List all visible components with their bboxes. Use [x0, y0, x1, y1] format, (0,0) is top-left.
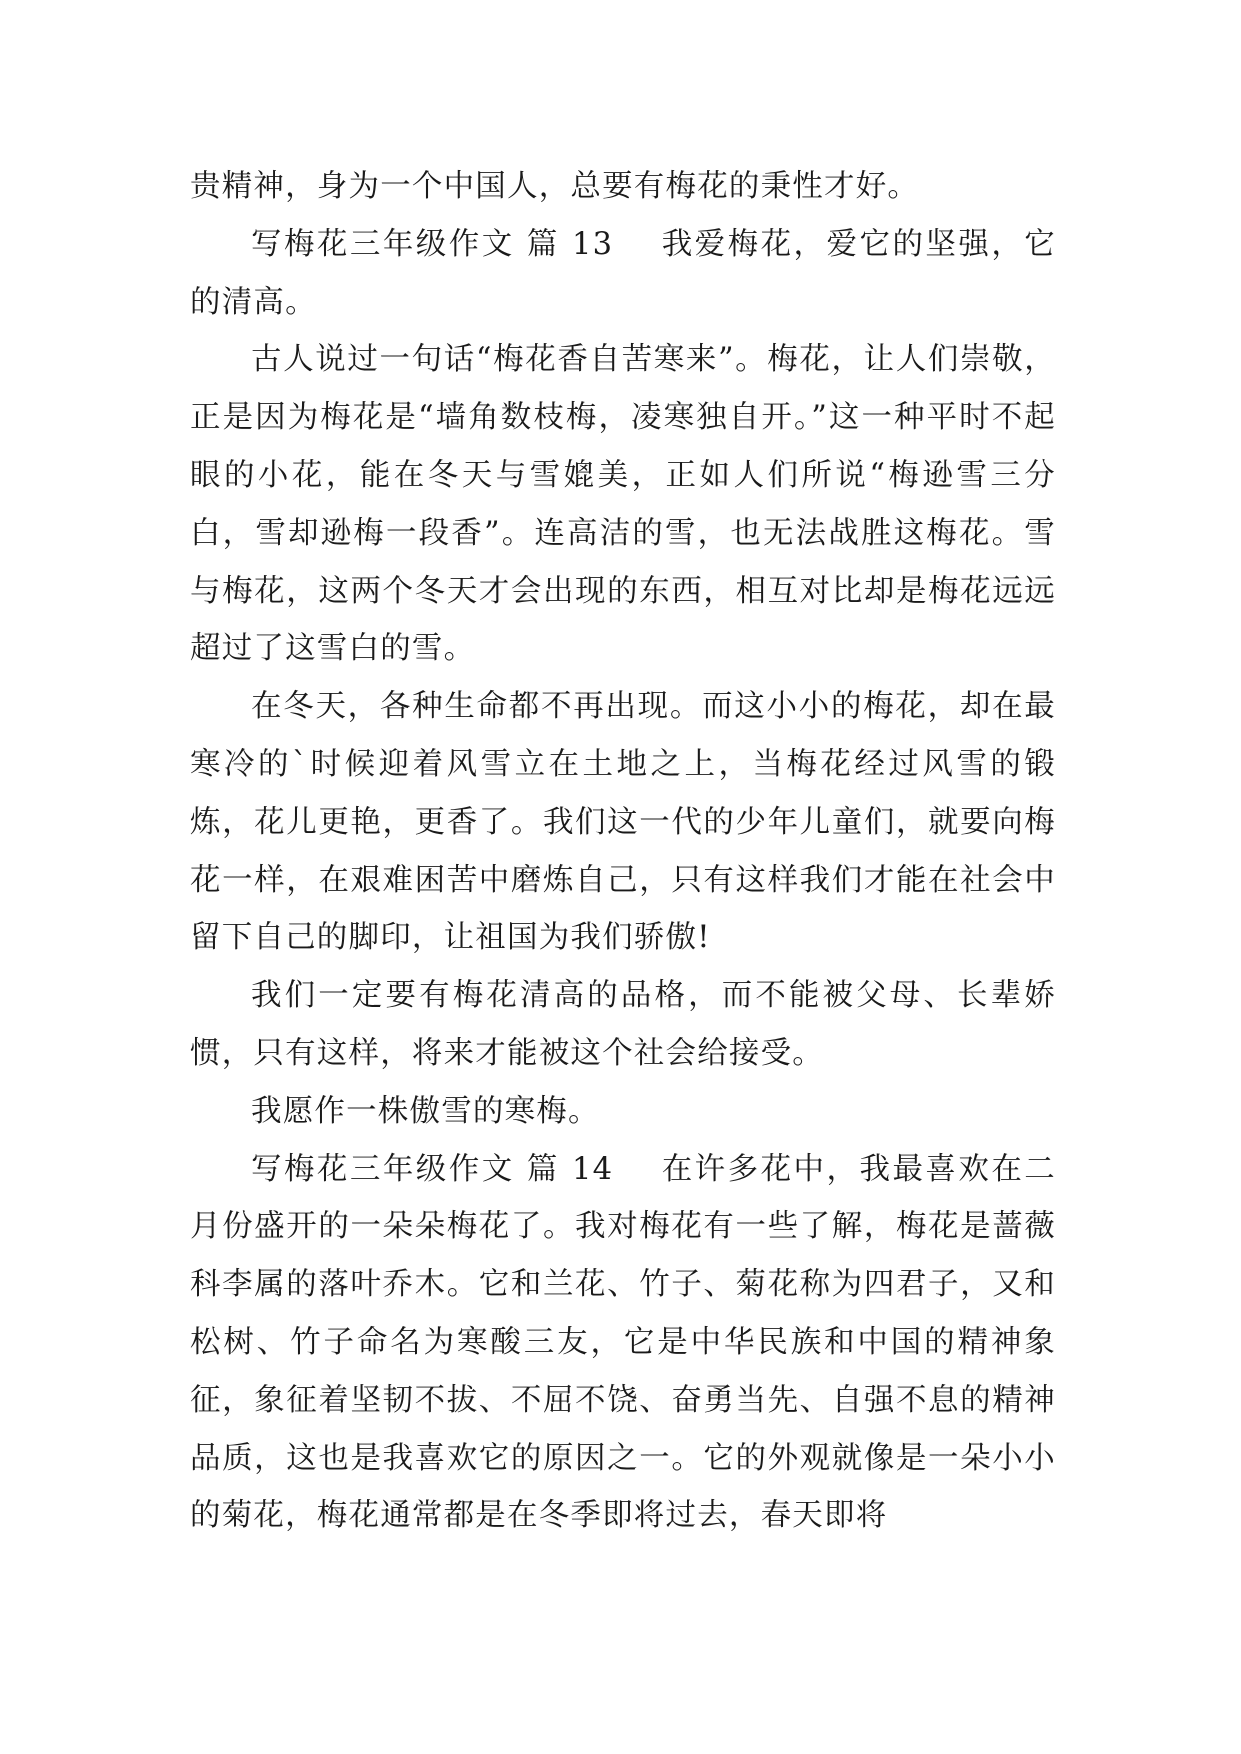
paragraph-essay-13-intro — [190, 216, 1056, 332]
paragraph-essay-14-intro — [190, 1141, 1056, 1546]
paragraph-continuation — [190, 158, 1056, 216]
paragraph — [190, 967, 1056, 1083]
paragraph-text: 在冬天，各种生命都不再出现。而这小小的梅花，却在最寒冷的`时候迎着风雪立在土地之上，当梅花经过风雪的锻炼，花儿更艳，更香了。我们这一代的少年儿童们，就要向梅花一样，在艰难困苦中磨炼自己，只有这样我们才能在社会中留下自己的脚印，让祖国为我们骄傲! — [190, 689, 1056, 956]
essay-heading-13: 写梅花三年级作文 篇 13 — [251, 226, 614, 262]
paragraph — [190, 678, 1056, 967]
paragraph — [190, 1083, 1056, 1141]
paragraph-text: 我愿作一株傲雪的寒梅。 — [251, 1093, 600, 1129]
document-body — [190, 158, 1056, 1545]
paragraph — [190, 331, 1056, 678]
paragraph-text: 我爱梅花，爱它的坚强，它的清高。 — [190, 226, 1056, 320]
paragraph-text: 古人说过一句话“梅花香自苦寒来”。梅花，让人们崇敬，正是因为梅花是“墙角数枝梅，凌寒独自开。”这一种平时不起眼的小花，能在冬天与雪媲美，正如人们所说“梅逊雪三分白，雪却逊梅一段香”。连高洁的雪，也无法战胜这梅花。雪与梅花，这两个冬天才会出现的东西，相互对比却是梅花远远超过了这雪白的雪。 — [190, 342, 1056, 667]
paragraph-text: 在许多花中，我最喜欢在二月份盛开的一朵朵梅花了。我对梅花有一些了解，梅花是蔷薇科李属的落叶乔木。它和兰花、竹子、菊花称为四君子，又和松树、竹子命名为寒酸三友，它是中华民族和中国的精神象征，象征着坚韧不拔、不屈不饶、奋勇当先、自强不息的精神品质，这也是我喜欢它的原因之一。它的外观就像是一朵小小的菊花，梅花通常都是在冬季即将过去，春天即将 — [190, 1151, 1056, 1534]
paragraph-text: 贵精神，身为一个中国人，总要有梅花的秉性才好。 — [190, 169, 920, 204]
paragraph-text: 我们一定要有梅花清高的品格，而不能被父母、长辈娇惯，只有这样，将来才能被这个社会给接受。 — [190, 978, 1056, 1071]
essay-heading-14: 写梅花三年级作文 篇 14 — [251, 1151, 614, 1187]
